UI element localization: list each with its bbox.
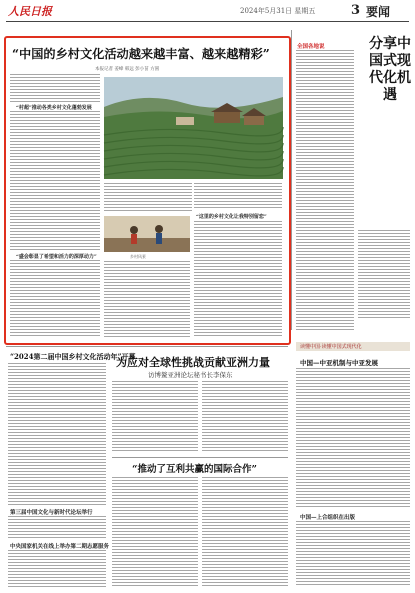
masthead [0,0,415,22]
feature-body-text [10,111,100,251]
right-column-text [358,230,410,320]
feature-body-text [10,74,100,102]
left-lower-text [8,363,106,505]
feature-body-text [104,261,190,337]
left-lower-text [8,550,106,588]
masthead-rule [6,21,409,22]
left-bottom-headline: 第三届中国文化与新时代论坛举行 [10,510,93,516]
feature-headline: “中国的乡村文化活动越来越丰富、越来越精彩” [12,47,270,61]
right-banner [296,342,410,351]
center-body-text [202,381,288,453]
page-number: 3 [351,3,361,18]
section-divider [112,457,288,458]
left-lower-text [8,516,106,538]
feature-body-text [194,183,282,209]
bottom-body-text [202,477,288,587]
feature-subhead: “这里的乡村文化让我特别留恋” [196,214,267,220]
feature-photo [104,77,283,179]
center-subheadline: 访博鳌亚洲论坛秘书长李保东 [148,371,233,379]
newspaper-logo: 人民日报 [8,5,52,18]
feature-subhead: “村超”推动各类乡村文化蓬勃发展 [16,105,92,111]
feature-body-text [194,221,282,337]
date-line: 2024年5月31日 星期五 [240,7,316,15]
left-lower-headline: “2024第二届中国乡村文化活动年”开幕 [10,352,136,361]
bottom-body-text [112,477,198,587]
feature-subhead: “盛会彰显了希望和活力的深厚动力” [16,254,97,260]
bottom-headline: “推动了互利共赢的国际合作” [132,464,257,475]
right-vertical-headline: 分享中国式现代化机遇 [369,36,411,103]
feature-byline: 本报记者 姜峰 韩远 彭小苗 方圆 [95,67,160,72]
section-divider [6,346,288,347]
photo-caption: 乡村风景 [130,254,146,259]
column-divider [291,30,292,330]
performance-photo-illustration [104,216,190,252]
center-body-text [112,381,198,453]
right-item-headline: 中国—中亚机制与中亚发展 [300,359,378,367]
right-bottom-headline: 中国—上合组织在出版 [300,515,356,521]
right-section-label: 全国各地说 [297,44,325,50]
feature-body-text [104,183,192,213]
section-name: 要闻 [366,5,391,19]
right-column-text [296,368,410,508]
left-bottom-headline: 中央国家机关在线上举办第二期志愿服务 [10,544,110,550]
right-column-text [296,50,354,330]
right-banner-text: 读懂中国·读懂中国式现代化 [300,344,362,350]
right-column-text [296,521,410,587]
feature-body-text [10,260,100,336]
feature-inset-photo [104,216,190,252]
center-headline: 为应对全球性挑战贡献亚洲力量 [116,356,270,369]
tea-terrace-village-illustration [104,77,283,179]
